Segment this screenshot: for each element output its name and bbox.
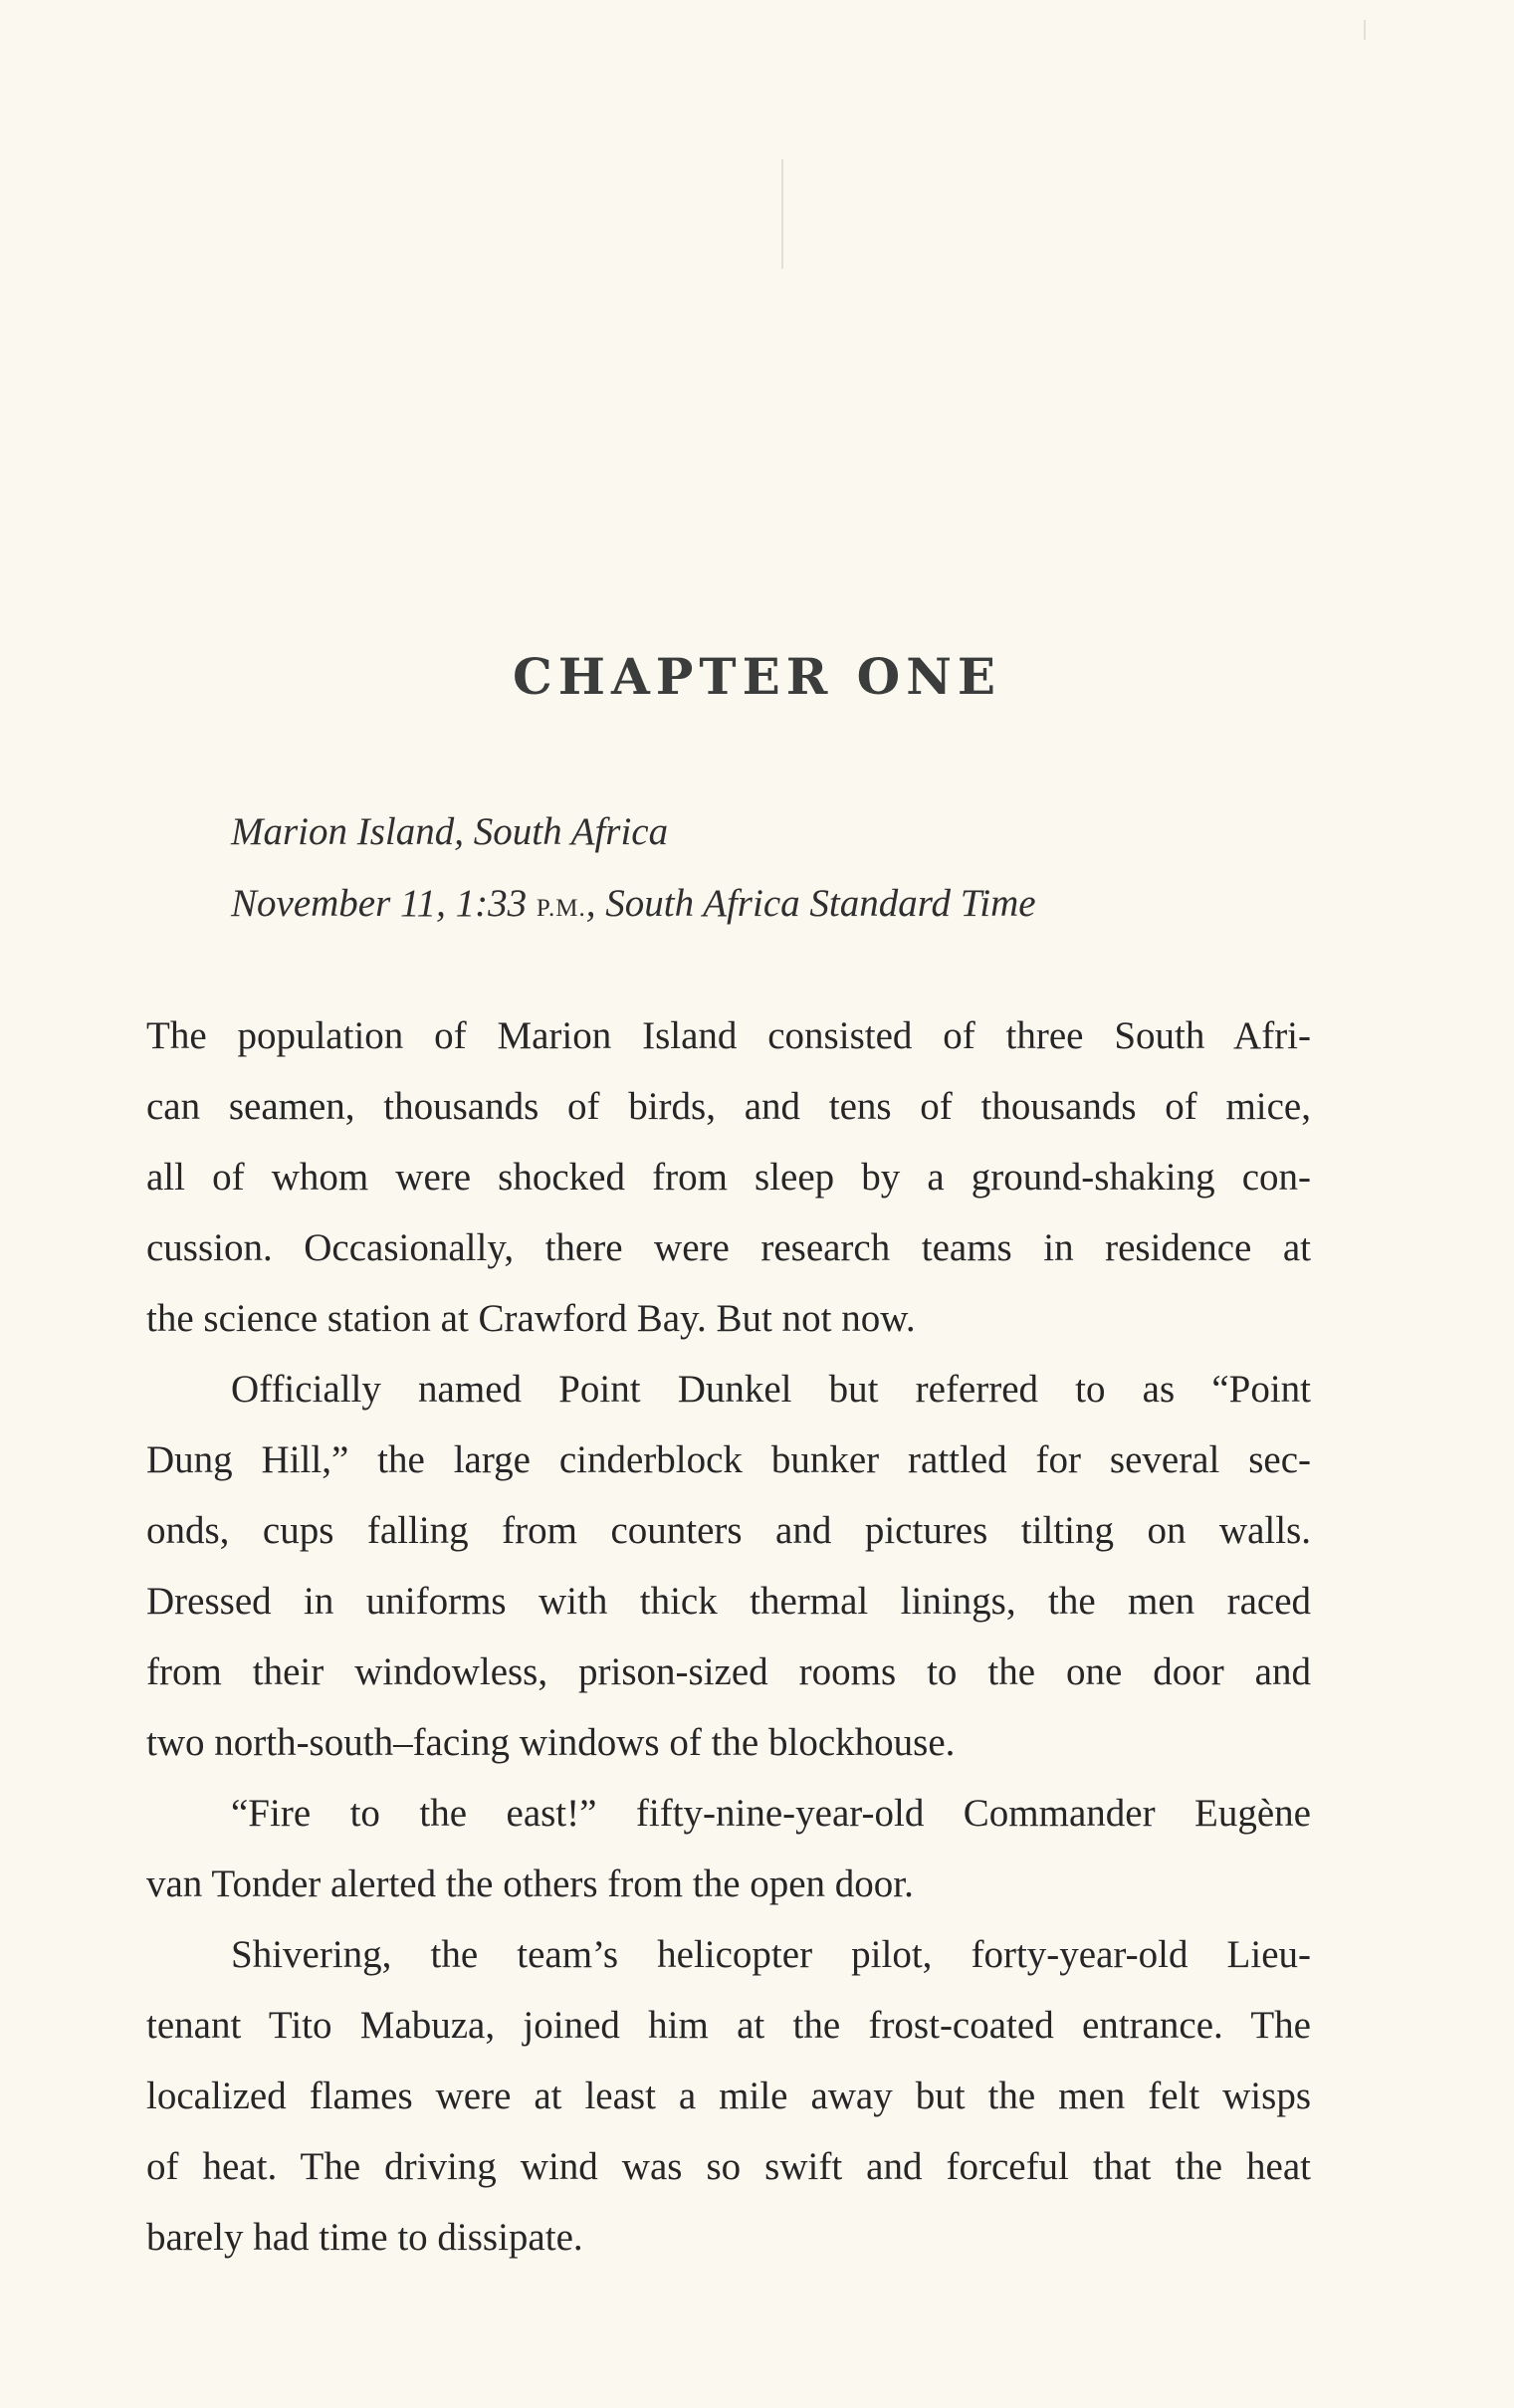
text-line: Officially named Point Dunkel but referred to as “Point [231,1368,1311,1411]
text-line: “Fire to the east!” fifty-nine-year-old Commander Eugène [231,1792,1311,1835]
text-line: barely had time to dissipate. [146,2216,583,2259]
text-line: can seamen, thousands of birds, and tens of thousands of mice, [146,1085,1311,1128]
text-line: of heat. The driving wind was so swift and forceful that the heat [146,2145,1311,2188]
text-line: from their windowless, prison-sized rooms to the one door and [146,1650,1311,1693]
text-line: The population of Marion Island consisted of three South Afri- [146,1014,1311,1057]
dateline [231,796,1036,945]
text-line: van Tonder alerted the others from the open door. [146,1862,914,1905]
text-line: Dung Hill,” the large cinderblock bunker rattled for several sec- [146,1438,1311,1481]
text-line: Dressed in uniforms with thick thermal linings, the men raced [146,1580,1311,1623]
text-line: tenant Tito Mabuza, joined him at the frost-coated entrance. The [146,2004,1311,2047]
chapter-title: CHAPTER ONE [512,647,1002,706]
dateline-date [231,868,1036,945]
text-line: cussion. Occasionally, there were research teams in residence at [146,1226,1311,1269]
dateline-pm: P.M. [536,895,586,922]
dateline-date-end: , South Africa Standard Time [585,882,1036,925]
text-line: all of whom were shocked from sleep by a ground-shaking con- [146,1156,1311,1199]
body-text [146,1000,1311,2273]
text-line: the science station at Crawford Bay. But not now. [146,1297,916,1340]
text-line: localized flames were at least a mile away but the men felt wisps [146,2075,1311,2117]
text-line: two north-south–facing windows of the blockhouse. [146,1721,956,1764]
text-line: Shivering, the team’s helicopter pilot, forty-year-old Lieu- [231,1933,1311,1976]
text-line: onds, cups falling from counters and pictures tilting on walls. [146,1509,1311,1552]
scan-mark [1364,20,1366,40]
dateline-date-start: November 11, 1:33 [231,882,537,925]
dateline-place: Marion Island, South Africa [231,810,669,853]
scan-mark [781,159,783,269]
